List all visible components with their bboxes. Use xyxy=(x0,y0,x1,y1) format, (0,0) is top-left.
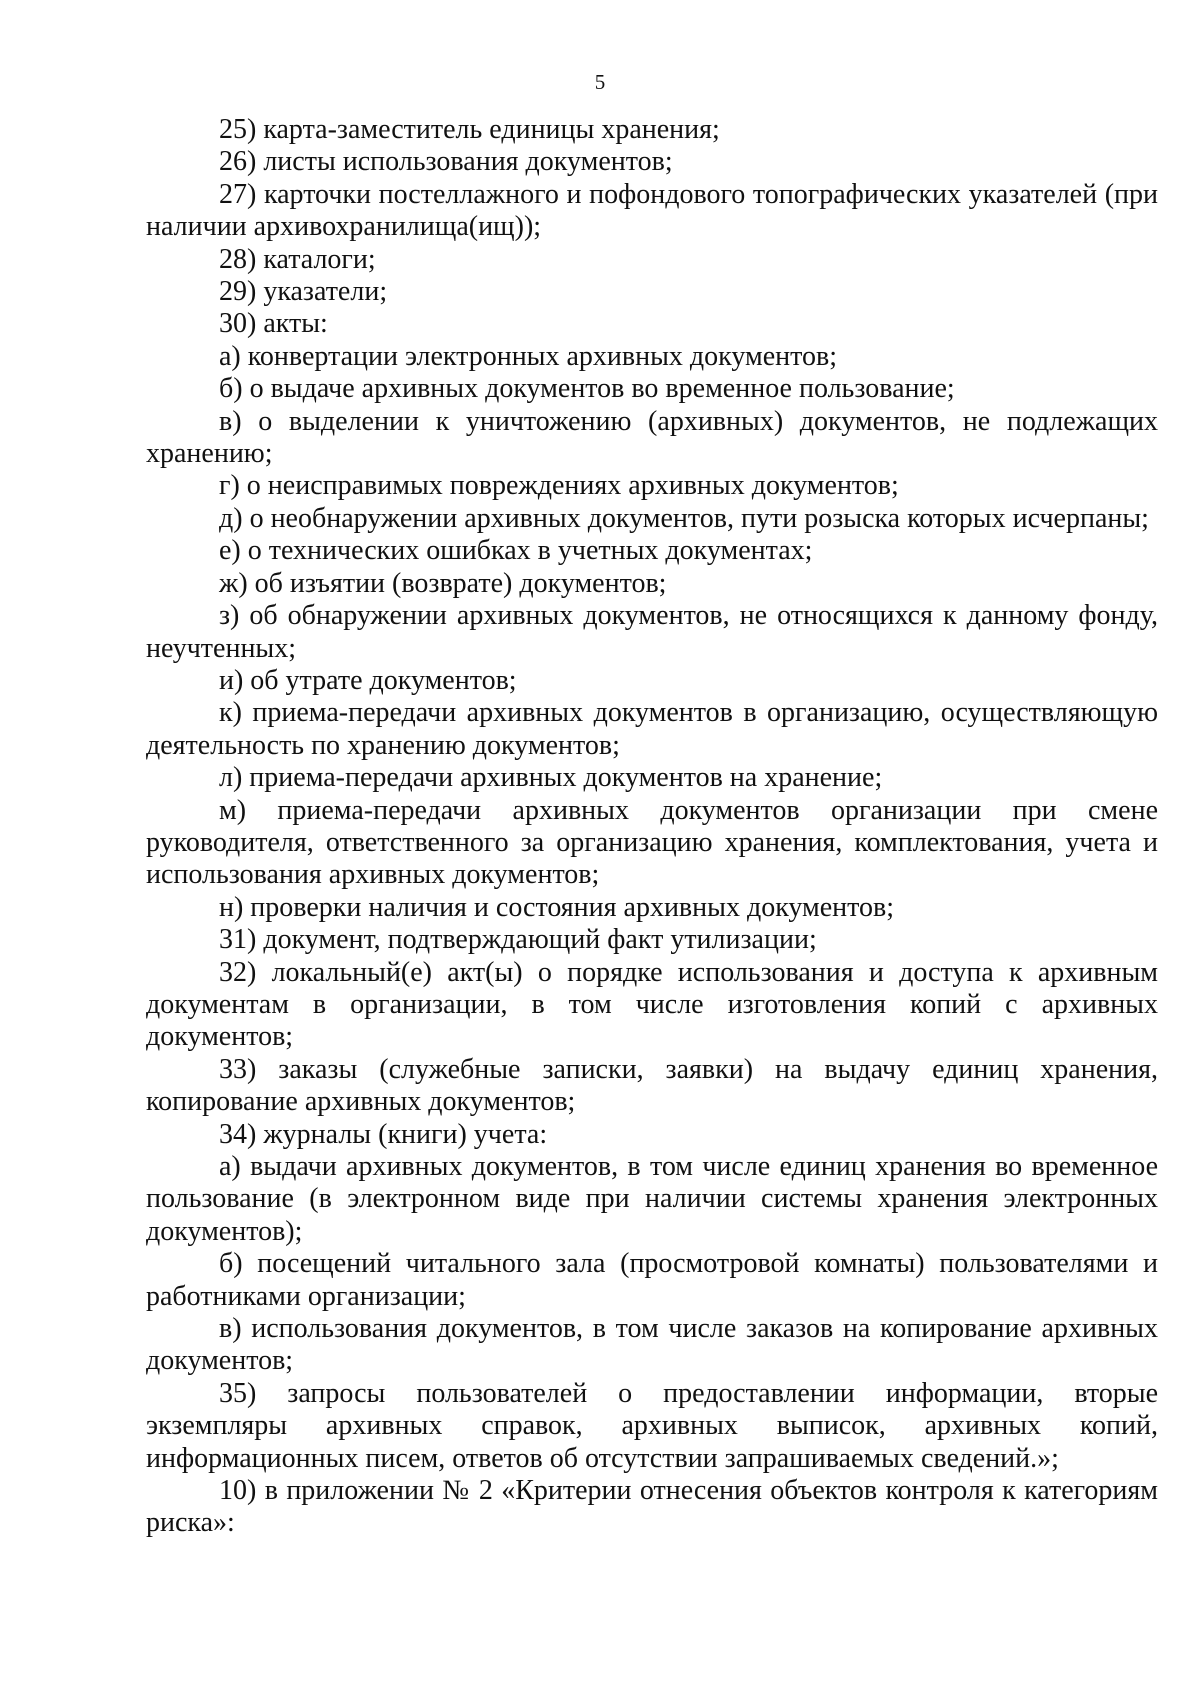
list-item-30-b: б) о выдаче архивных документов во временное пользование; xyxy=(219,373,955,405)
list-item-33: 33) заказы (служебные записки, заявки) на выдачу единиц хранения, копирование архивных документов; xyxy=(146,1053,1158,1118)
list-item-28: 28) каталоги; xyxy=(219,243,376,275)
list-item-30-n: н) проверки наличия и состояния архивных документов; xyxy=(219,891,895,923)
list-item-35: 35) запросы пользователей о предоставлении информации, вторые экземпляры архивных справок, архивных выписок, архивных копий, информационных писем, ответов об отсутствии запрашиваемых сведений.»; xyxy=(146,1377,1158,1474)
document-body xyxy=(146,114,1158,1540)
list-item-30: 30) акты: xyxy=(219,308,328,340)
list-item-30-a: а) конвертации электронных архивных документов; xyxy=(219,340,838,372)
list-item-30-d: д) о необнаружении архивных документов, пути розыска которых исчерпаны; xyxy=(219,502,1149,534)
list-item-26: 26) листы использования документов; xyxy=(219,146,673,178)
list-item-30-g: г) о неисправимых повреждениях архивных документов; xyxy=(219,470,899,502)
list-item-27: 27) карточки постеллажного и пофондового топографических указателей (при наличии архивохранилища(ищ)); xyxy=(146,178,1158,243)
page-number: 5 xyxy=(594,70,606,94)
list-item-30-m: м) приема-передачи архивных документов организации при смене руководителя, ответственного за организацию хранения, комплектования, учета и использования архивных документов; xyxy=(146,794,1158,891)
list-item-30-k: к) приема-передачи архивных документов в организацию, осуществляющую деятельность по хранению документов; xyxy=(146,697,1158,761)
list-item-25: 25) карта-заместитель единицы хранения; xyxy=(219,114,720,145)
list-item-34-v: в) использования документов, в том числе заказов на копирование архивных документов; xyxy=(146,1313,1158,1377)
list-item-34: 34) журналы (книги) учета: xyxy=(219,1118,548,1150)
list-item-32: 32) локальный(е) акт(ы) о порядке использования и доступа к архивным документам в организации, в том числе изготовления копий с архивных документов; xyxy=(146,956,1158,1053)
list-item-30-z: з) об обнаружении архивных документов, не относящихся к данному фонду, неучтенных; xyxy=(146,600,1158,664)
list-item-30-v: в) о выделении к уничтожению (архивных) документов, не подлежащих хранению; xyxy=(146,405,1158,470)
amendment-item-10: 10) в приложении № 2 «Критерии отнесения объектов контроля к категориям риска»: xyxy=(146,1475,1158,1539)
list-item-30-e: е) о технических ошибках в учетных документах; xyxy=(219,535,813,567)
list-item-30-i: и) об утрате документов; xyxy=(219,664,517,696)
list-item-30-zh: ж) об изъятии (возврате) документов; xyxy=(219,567,667,599)
list-item-31: 31) документ, подтверждающий факт утилизации; xyxy=(219,924,817,956)
list-item-34-a: а) выдачи архивных документов, в том числе единиц хранения во временное пользование (в электронном виде при наличии системы хранения электронных документов); xyxy=(146,1151,1158,1247)
list-item-29: 29) указатели; xyxy=(219,276,388,308)
list-item-34-b: б) посещений читального зала (просмотровой комнаты) пользователями и работниками организации; xyxy=(146,1248,1158,1312)
list-item-30-l: л) приема-передачи архивных документов на хранение; xyxy=(219,762,883,794)
